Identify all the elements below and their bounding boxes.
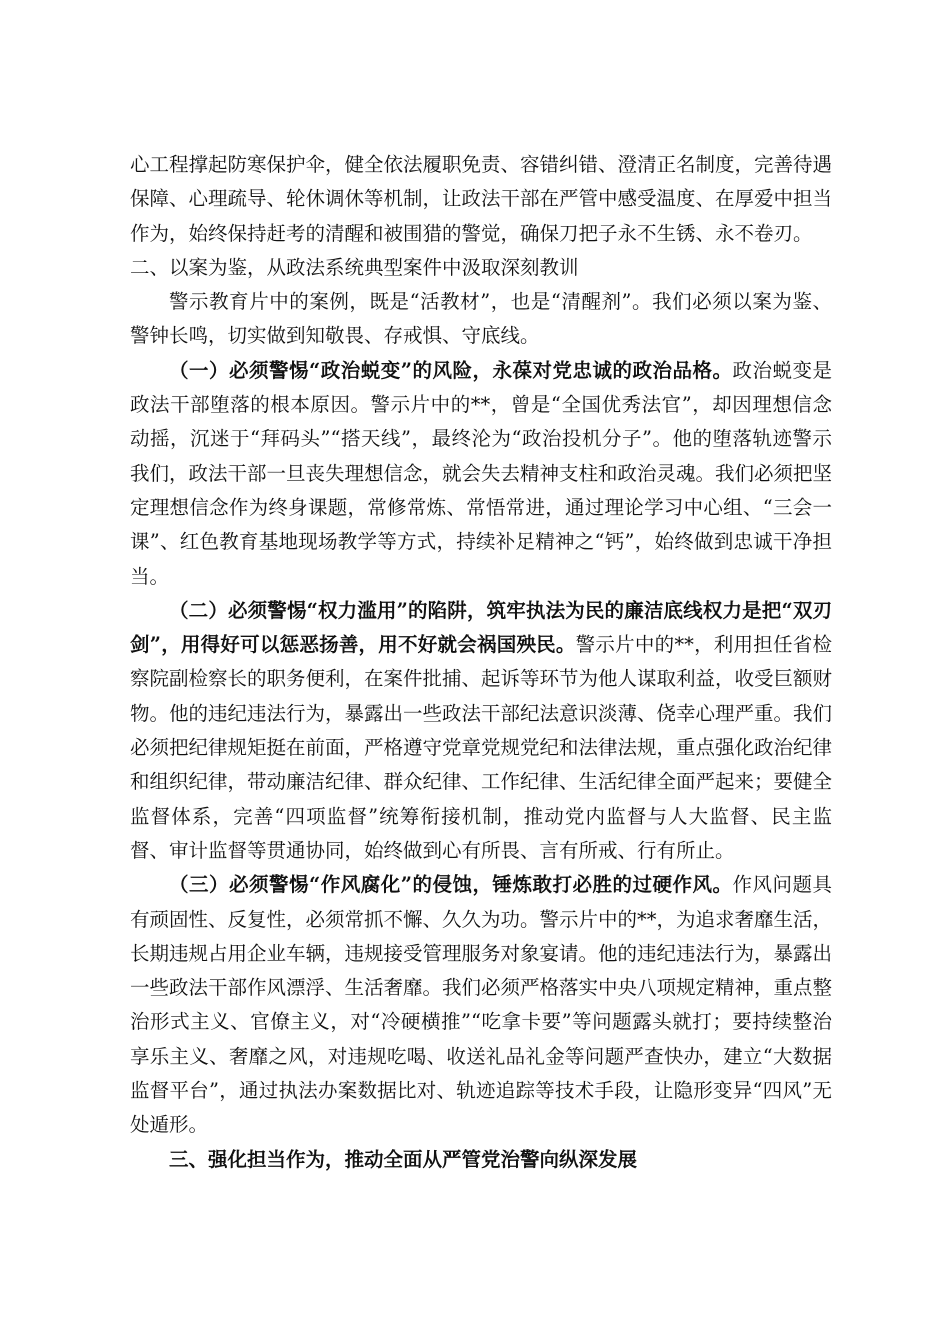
point-3-paragraph — [130, 868, 832, 1142]
point-3-body: 作风问题具有顽固性、反复性，必须常抓不懈、久久为功。警示片中的**，为追求奢靡生活，长期违规占用企业车辆，违规接受管理服务对象宴请。他的违纪违法行为，暴露出一些政法干部作风漂浮、生活奢靡。我们必须严格落实中央八项规定精神，重点整治形式主义、官僚主义，对“冷硬横推”“吃拿卡要”等问题露头就打；要持续整治享乐主义、奢靡之风，对违规吃喝、收送礼品礼金等问题严查快办，建立“大数据监督平台”，通过执法办案数据比对、轨迹追踪等技术手段，让隐形变异“四风”无处遁形。 — [130, 873, 833, 1137]
section-2-intro-paragraph: 警示教育片中的案例，既是“活教材”，也是“清醒剂”。我们必须以案为鉴、警钟长鸣，切实做到知敬畏、存戒惧、守底线。 — [130, 290, 832, 348]
point-2-paragraph — [130, 594, 832, 868]
point-1-lead: （一）必须警惕“政治蜕变”的风险，永葆对党忠诚的政治品格。 — [169, 358, 733, 382]
document-page — [130, 148, 832, 1177]
section-3-heading: 三、强化担当作为，推动全面从严管党治警向纵深发展 — [169, 1147, 638, 1171]
point-1-body: 政治蜕变是政法干部堕落的根本原因。警示片中的**，曾是“全国优秀法官”，却因理想信念动摇，沉迷于“拜码头”“搭天线”，最终沦为“政治投机分子”。他的堕落轨迹警示我们，政法干部一旦丧失理想信念，就会失去精神支柱和政治灵魂。我们必须把坚定理想信念作为终身课题，常修常炼、常悟常进，通过理论学习中心组、“三会一课”、红色教育基地现场教学等方式，持续补足精神之“钙”，始终做到忠诚干净担当。 — [130, 358, 833, 588]
section-2-heading: 二、以案为鉴，从政法系统典型案件中汲取深刻教训 — [130, 255, 579, 279]
point-1-paragraph — [130, 354, 832, 594]
point-2-lead: （二）必须警惕“权力滥用”的陷阱，筑牢执法为民的廉洁底线权力是把“双刃剑”，用得好可以惩恶扬善，用不好就会祸国殃民。 — [130, 598, 832, 657]
continuation-paragraph: 心工程撑起防寒保护伞，健全依法履职免责、容错纠错、澄清正名制度，完善待遇保障、心理疏导、轮休调休等机制，让政法干部在严管中感受温度、在厚爱中担当作为，始终保持赶考的清醒和被围猎的警觉，确保刀把子永不生锈、永不卷刃。 — [130, 153, 833, 245]
point-2-body: 警示片中的**，利用担任省检察院副检察长的职务便利，在案件批捕、起诉等环节为他人谋取利益，收受巨额财物。他的违纪违法行为，暴露出一些政法干部纪法意识淡薄、侥幸心理严重。我们必须把纪律规矩挺在前面，严格遵守党章党规党纪和法律法规，重点强化政治纪律和组织纪律，带动廉洁纪律、群众纪律、工作纪律、生活纪律全面严起来；要健全监督体系，完善“四项监督”统筹衔接机制，推动党内监督与人大监督、民主监督、审计监督等贯通协同，始终做到心有所畏、言有所戒、行有所止。 — [130, 633, 833, 862]
point-3-lead: （三）必须警惕“作风腐化”的侵蚀，锤炼敢打必胜的过硬作风。 — [169, 873, 733, 897]
